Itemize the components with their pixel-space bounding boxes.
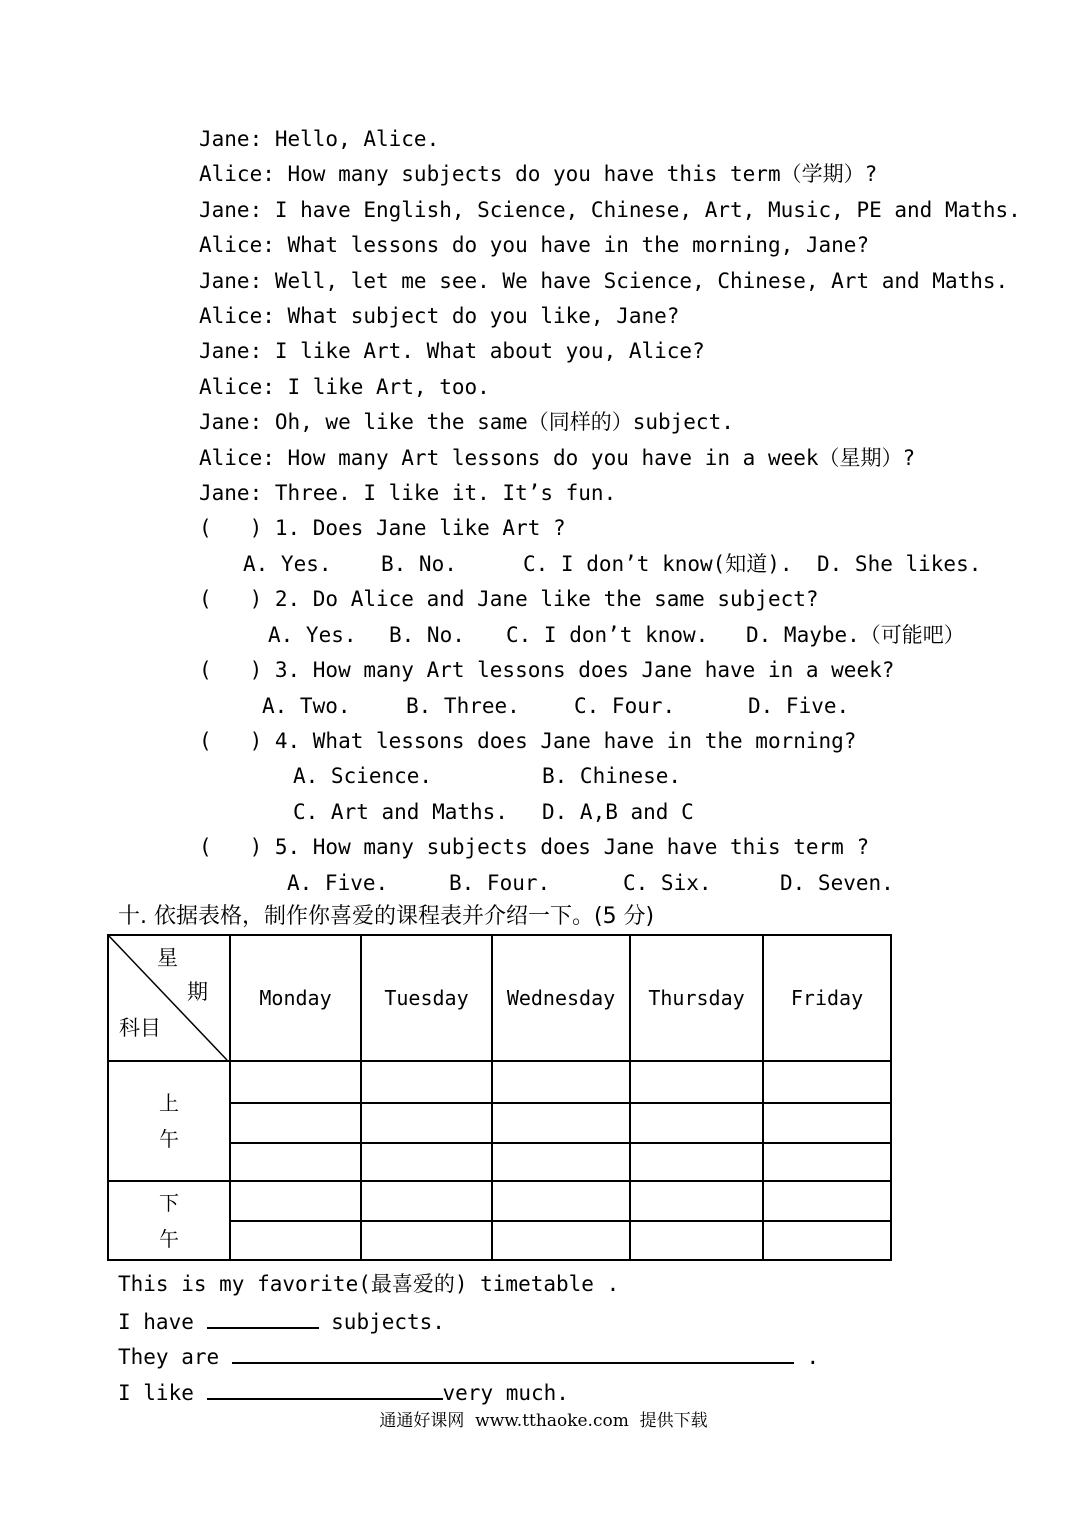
answer-option: C. Six. [623,871,712,895]
fill-prefix: They are [118,1345,232,1369]
timetable-cell[interactable] [230,1061,361,1103]
timetable-cell[interactable] [492,1103,630,1143]
day-header-tuesday: Tuesday [361,935,492,1061]
morning-label: 上 午 [108,1061,230,1181]
answer-option: B. Four. [449,871,551,895]
fill-line-like [118,1378,569,1406]
section-title: 十. 依据表格，制作你喜爱的课程表并介绍一下。(5 分) [118,904,655,929]
timetable-cell[interactable] [763,1143,891,1181]
day-header-wednesday: Wednesday [492,935,630,1061]
fill-prefix: I like [118,1381,207,1405]
answer-option: C. Four. [574,694,676,718]
dialogue-line: Alice: How many Art lessons do you have in a week（星期）? [199,446,916,470]
timetable-row [108,1061,891,1103]
corner-label-subject: 科目 [119,1016,161,1040]
timetable-cell[interactable] [630,1221,763,1260]
timetable-cell[interactable] [630,1181,763,1221]
dialogue-line: Alice: I like Art, too. [199,375,490,399]
answer-option: A. Yes. [268,623,357,647]
dialogue-line: Alice: What subject do you like, Jane? [199,304,680,328]
timetable-header-row [108,935,891,1061]
day-header-monday: Monday [230,935,361,1061]
dialogue-line: Alice: How many subjects do you have this term（学期）? [199,162,878,186]
answer-option: B. No. [381,552,457,576]
fill-suffix: very much. [442,1381,569,1405]
timetable-cell[interactable] [492,1221,630,1260]
timetable-cell[interactable] [630,1143,763,1181]
dialogue-line: Jane: Hello, Alice. [199,127,440,151]
timetable-cell[interactable] [230,1143,361,1181]
answer-option: B. Three. [406,694,520,718]
timetable-cell[interactable] [361,1181,492,1221]
timetable-cell[interactable] [492,1143,630,1181]
afternoon-label: 下 午 [108,1181,230,1260]
answer-blank[interactable] [207,1307,319,1329]
answer-option: D. Five. [748,694,850,718]
timetable-cell[interactable] [361,1103,492,1143]
timetable-cell[interactable] [361,1061,492,1103]
answer-option: C. I don’t know. [506,623,709,647]
question-stem: ( ) 2. Do Alice and Jane like the same subject? [199,587,819,611]
timetable-cell[interactable] [763,1103,891,1143]
answer-option: A. Five. [287,871,389,895]
corner-label-week-1: 星 [157,946,178,970]
timetable-cell[interactable] [763,1061,891,1103]
answer-blank[interactable] [232,1342,794,1364]
timetable-row [108,1181,891,1221]
answer-option: A. Yes. [243,552,332,576]
timetable-cell[interactable] [361,1221,492,1260]
answer-option: A. Two. [262,694,351,718]
answer-option: C. Art and Maths. [293,800,508,824]
fill-line-timetable: This is my favorite(最喜爱的) timetable . [118,1272,620,1296]
dialogue-line: Jane: Oh, we like the same（同样的）subject. [199,410,734,434]
answer-option: B. Chinese. [542,764,682,788]
answer-blank[interactable] [207,1378,443,1400]
dialogue-line: Jane: I like Art. What about you, Alice? [199,339,705,363]
fill-line-subject-count [118,1307,445,1335]
timetable-cell[interactable] [230,1221,361,1260]
timetable-cell[interactable] [763,1181,891,1221]
answer-option: D. She likes. [817,552,982,576]
day-header-friday: Friday [763,935,891,1061]
answer-option: B. No. [389,623,465,647]
corner-label-week-2: 期 [187,980,208,1004]
timetable-cell[interactable] [230,1103,361,1143]
timetable [107,934,892,1261]
timetable-cell[interactable] [630,1061,763,1103]
dialogue-line: Jane: I have English, Science, Chinese, Art, Music, PE and Maths. [199,198,1021,222]
fill-line-subjects [118,1342,819,1370]
question-stem: ( ) 5. How many subjects does Jane have this term ? [199,835,870,859]
answer-option: D. A,B and C [542,800,694,824]
answer-option: D. Seven. [780,871,894,895]
fill-suffix: . [793,1345,820,1369]
timetable-cell[interactable] [763,1221,891,1260]
timetable-cell[interactable] [230,1181,361,1221]
question-stem: ( ) 3. How many Art lessons does Jane have in a week? [199,658,895,682]
dialogue-line: Jane: Well, let me see. We have Science, Chinese, Art and Maths. [199,269,1009,293]
answer-option: A. Science. [293,764,433,788]
timetable-cell[interactable] [630,1103,763,1143]
answer-option: D. Maybe.（可能吧） [746,623,965,647]
footer-source: 通通好课网 www.tthaoke.com 提供下载 [379,1411,708,1431]
day-header-thursday: Thursday [630,935,763,1061]
question-stem: ( ) 4. What lessons does Jane have in the morning? [199,729,857,753]
dialogue-line: Alice: What lessons do you have in the morning, Jane? [199,233,870,257]
question-stem: ( ) 1. Does Jane like Art ? [199,516,566,540]
fill-suffix: subjects. [318,1310,445,1334]
timetable-cell[interactable] [492,1181,630,1221]
timetable-cell[interactable] [492,1061,630,1103]
answer-option: C. I don’t know(知道). [523,552,793,576]
fill-prefix: I have [118,1310,207,1334]
timetable-corner-cell [108,935,230,1061]
dialogue-line: Jane: Three. I like it. It’s fun. [199,481,617,505]
timetable-cell[interactable] [361,1143,492,1181]
